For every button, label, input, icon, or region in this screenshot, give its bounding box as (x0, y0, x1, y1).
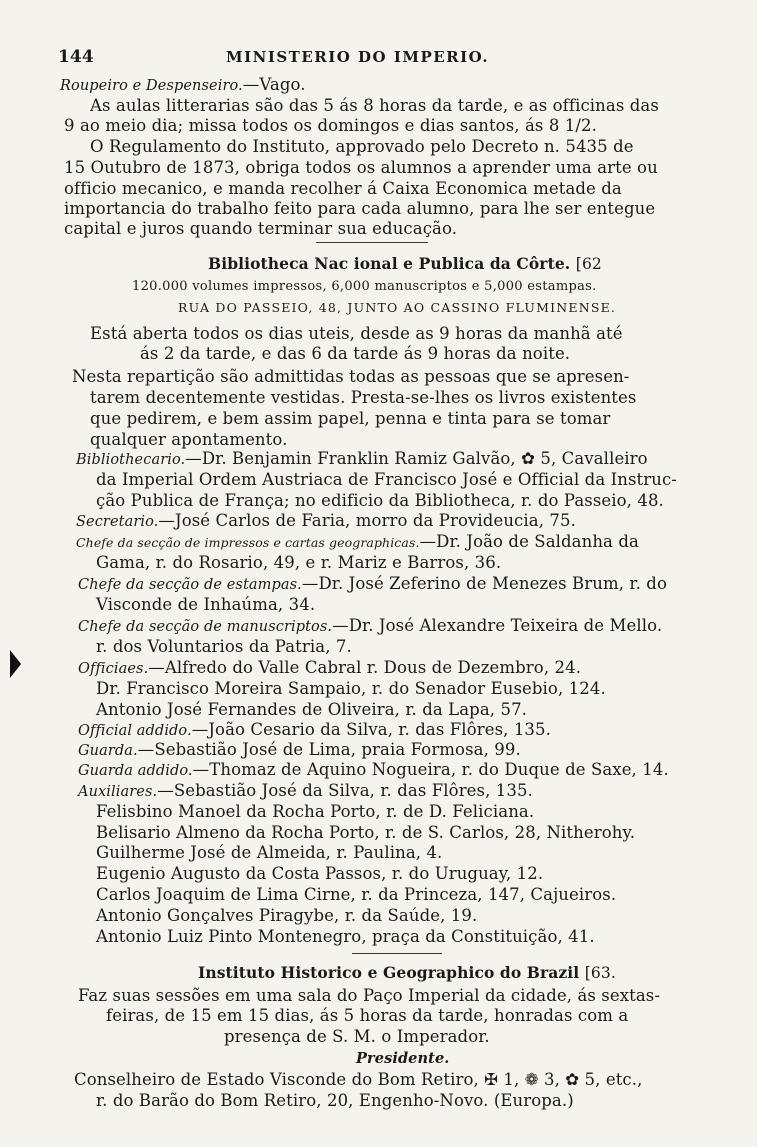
text-line: capital e juros quando terminar sua educação. (64, 219, 458, 238)
section-divider (316, 242, 428, 243)
text-line: Dr. Francisco Moreira Sampaio, r. do Senador Eusebio, 124. (96, 679, 606, 698)
role-label: Official addido. (78, 723, 192, 739)
text-line: Antonio José Fernandes de Oliveira, r. da Lapa, 57. (96, 700, 528, 719)
text-line: ás 2 da tarde, e das 6 da tarde ás 9 horas da noite. (140, 344, 571, 363)
staff-entry: Guarda addido.—Thomaz de Aquino Nogueira, r. do Duque de Saxe, 14. (78, 760, 669, 779)
text-line: que pedirem, e bem assim papel, penna e tinta para se tomar (90, 409, 611, 428)
role-label: Auxiliares. (78, 784, 158, 800)
role-label: Bibliothecario. (76, 452, 186, 468)
staff-entry: Chefe da secção de estampas.—Dr. José Zeferino de Menezes Brum, r. do (78, 574, 667, 593)
text-line: importancia do trabalho feito para cada alumno, para lhe ser entegue (64, 199, 656, 218)
staff-entry: Bibliothecario.—Dr. Benjamin Franklin Ramiz Galvão, ✿ 5, Cavalleiro (76, 449, 648, 468)
text-line: Carlos Joaquim de Lima Cirne, r. da Princeza, 147, Cajueiros. (96, 885, 617, 904)
staff-entry: Official addido.—João Cesario da Silva, r. das Flôres, 135. (78, 720, 551, 739)
text-line: r. do Barão do Bom Retiro, 20, Engenho-Novo. (Europa.) (96, 1091, 574, 1110)
text-line: Visconde de Inhaúma, 34. (96, 595, 316, 614)
role-label: Officiaes. (78, 661, 149, 677)
text-line: O Regulamento do Instituto, approvado pelo Decreto n. 5435 de (90, 137, 634, 156)
role-label: Guarda. (78, 743, 138, 759)
text-line: ção Publica de França; no edificio da Bibliotheca, r. do Passeio, 48. (96, 491, 664, 510)
role-label: Roupeiro e Despenseiro. (60, 78, 243, 94)
section-title: Bibliotheca Nac ional e Publica da Côrte. [62 (208, 254, 602, 273)
role-label: Chefe da secção de impressos e cartas geographicas. (76, 535, 420, 550)
text-line: As aulas litterarias são das 5 ás 8 horas da tarde, e as officinas das (90, 96, 659, 115)
text-line: Gama, r. do Rosario, 49, e r. Mariz e Barros, 36. (96, 553, 502, 572)
role-label: Chefe da secção de estampas. (78, 577, 302, 593)
text-line: Nesta repartição são admittidas todas as pessoas que se apresen- (72, 367, 630, 386)
text-line: presença de S. M. o Imperador. (224, 1027, 490, 1046)
text-line: Está aberta todos os dias uteis, desde as 9 horas da manhã até (90, 324, 623, 343)
section-title: Instituto Historico e Geographico do Brazil [63. (198, 963, 616, 982)
text-line: Antonio Gonçalves Piragybe, r. da Saúde, 19. (96, 906, 478, 925)
text-line: Guilherme José de Almeida, r. Paulina, 4. (96, 843, 443, 862)
text-line: qualquer apontamento. (90, 430, 288, 449)
text-line: Eugenio Augusto da Costa Passos, r. do Uruguay, 12. (96, 864, 544, 883)
running-title: MINISTERIO DO IMPERIO. (226, 48, 490, 66)
text-line: Belisario Almeno da Rocha Porto, r. de S. Carlos, 28, Nitherohy. (96, 823, 636, 842)
text-line: Faz suas sessões em uma sala do Paço Imperial da cidade, ás sextas- (78, 986, 661, 1005)
text-line: 9 ao meio dia; missa todos os domingos e dias santos, ás 8 1/2. (64, 116, 597, 135)
text-line: Felisbino Manoel da Rocha Porto, r. de D. Feliciana. (96, 802, 535, 821)
staff-entry: Chefe da secção de impressos e cartas geographicas.—Dr. João de Saldanha da (76, 532, 639, 551)
holdings-line: 120.000 volumes impressos, 6,000 manuscriptos e 5,000 estampas. (132, 279, 597, 294)
text-line: 15 Outubro de 1873, obriga todos os alumnos a aprender uma arte ou (64, 158, 658, 177)
text-line: tarem decentemente vestidas. Presta-se-lhes os livros existentes (90, 388, 637, 407)
role-label: Guarda addido. (78, 763, 193, 779)
staff-entry: Guarda.—Sebastião José de Lima, praia Formosa, 99. (78, 740, 521, 759)
text-line: Roupeiro e Despenseiro.—Vago. (60, 75, 306, 94)
text-line: r. dos Voluntarios da Patria, 7. (96, 637, 352, 656)
role-label: Chefe da secção de manuscriptos. (78, 619, 333, 635)
role-label: Secretario. (76, 514, 159, 530)
text-line: Conselheiro de Estado Visconde do Bom Retiro, ✠ 1, ❁ 3, ✿ 5, etc., (74, 1070, 643, 1089)
text-line: officio mecanico, e manda recolher á Caixa Economica metade da (64, 179, 622, 198)
text-line: Antonio Luiz Pinto Montenegro, praça da Constituição, 41. (96, 927, 595, 946)
page-number: 144 (58, 47, 94, 67)
page-marker-triangle (10, 650, 21, 678)
staff-entry: Secretario.—José Carlos de Faria, morro da Provideucia, 75. (76, 511, 576, 530)
text-line: da Imperial Ordem Austriaca de Francisco José e Official da Instruc- (96, 470, 677, 489)
staff-entry: Officiaes.—Alfredo do Valle Cabral r. Dous de Dezembro, 24. (78, 658, 582, 677)
subheading: Presidente. (356, 1050, 450, 1067)
staff-entry: Auxiliares.—Sebastião José da Silva, r. das Flôres, 135. (78, 781, 533, 800)
text-line: feiras, de 15 em 15 dias, ás 5 horas da tarde, honradas com a (106, 1006, 629, 1025)
section-divider (352, 953, 442, 954)
address-line: RUA DO PASSEIO, 48, JUNTO AO CASSINO FLUMINENSE. (178, 300, 617, 315)
staff-entry: Chefe da secção de manuscriptos.—Dr. José Alexandre Teixeira de Mello. (78, 616, 663, 635)
